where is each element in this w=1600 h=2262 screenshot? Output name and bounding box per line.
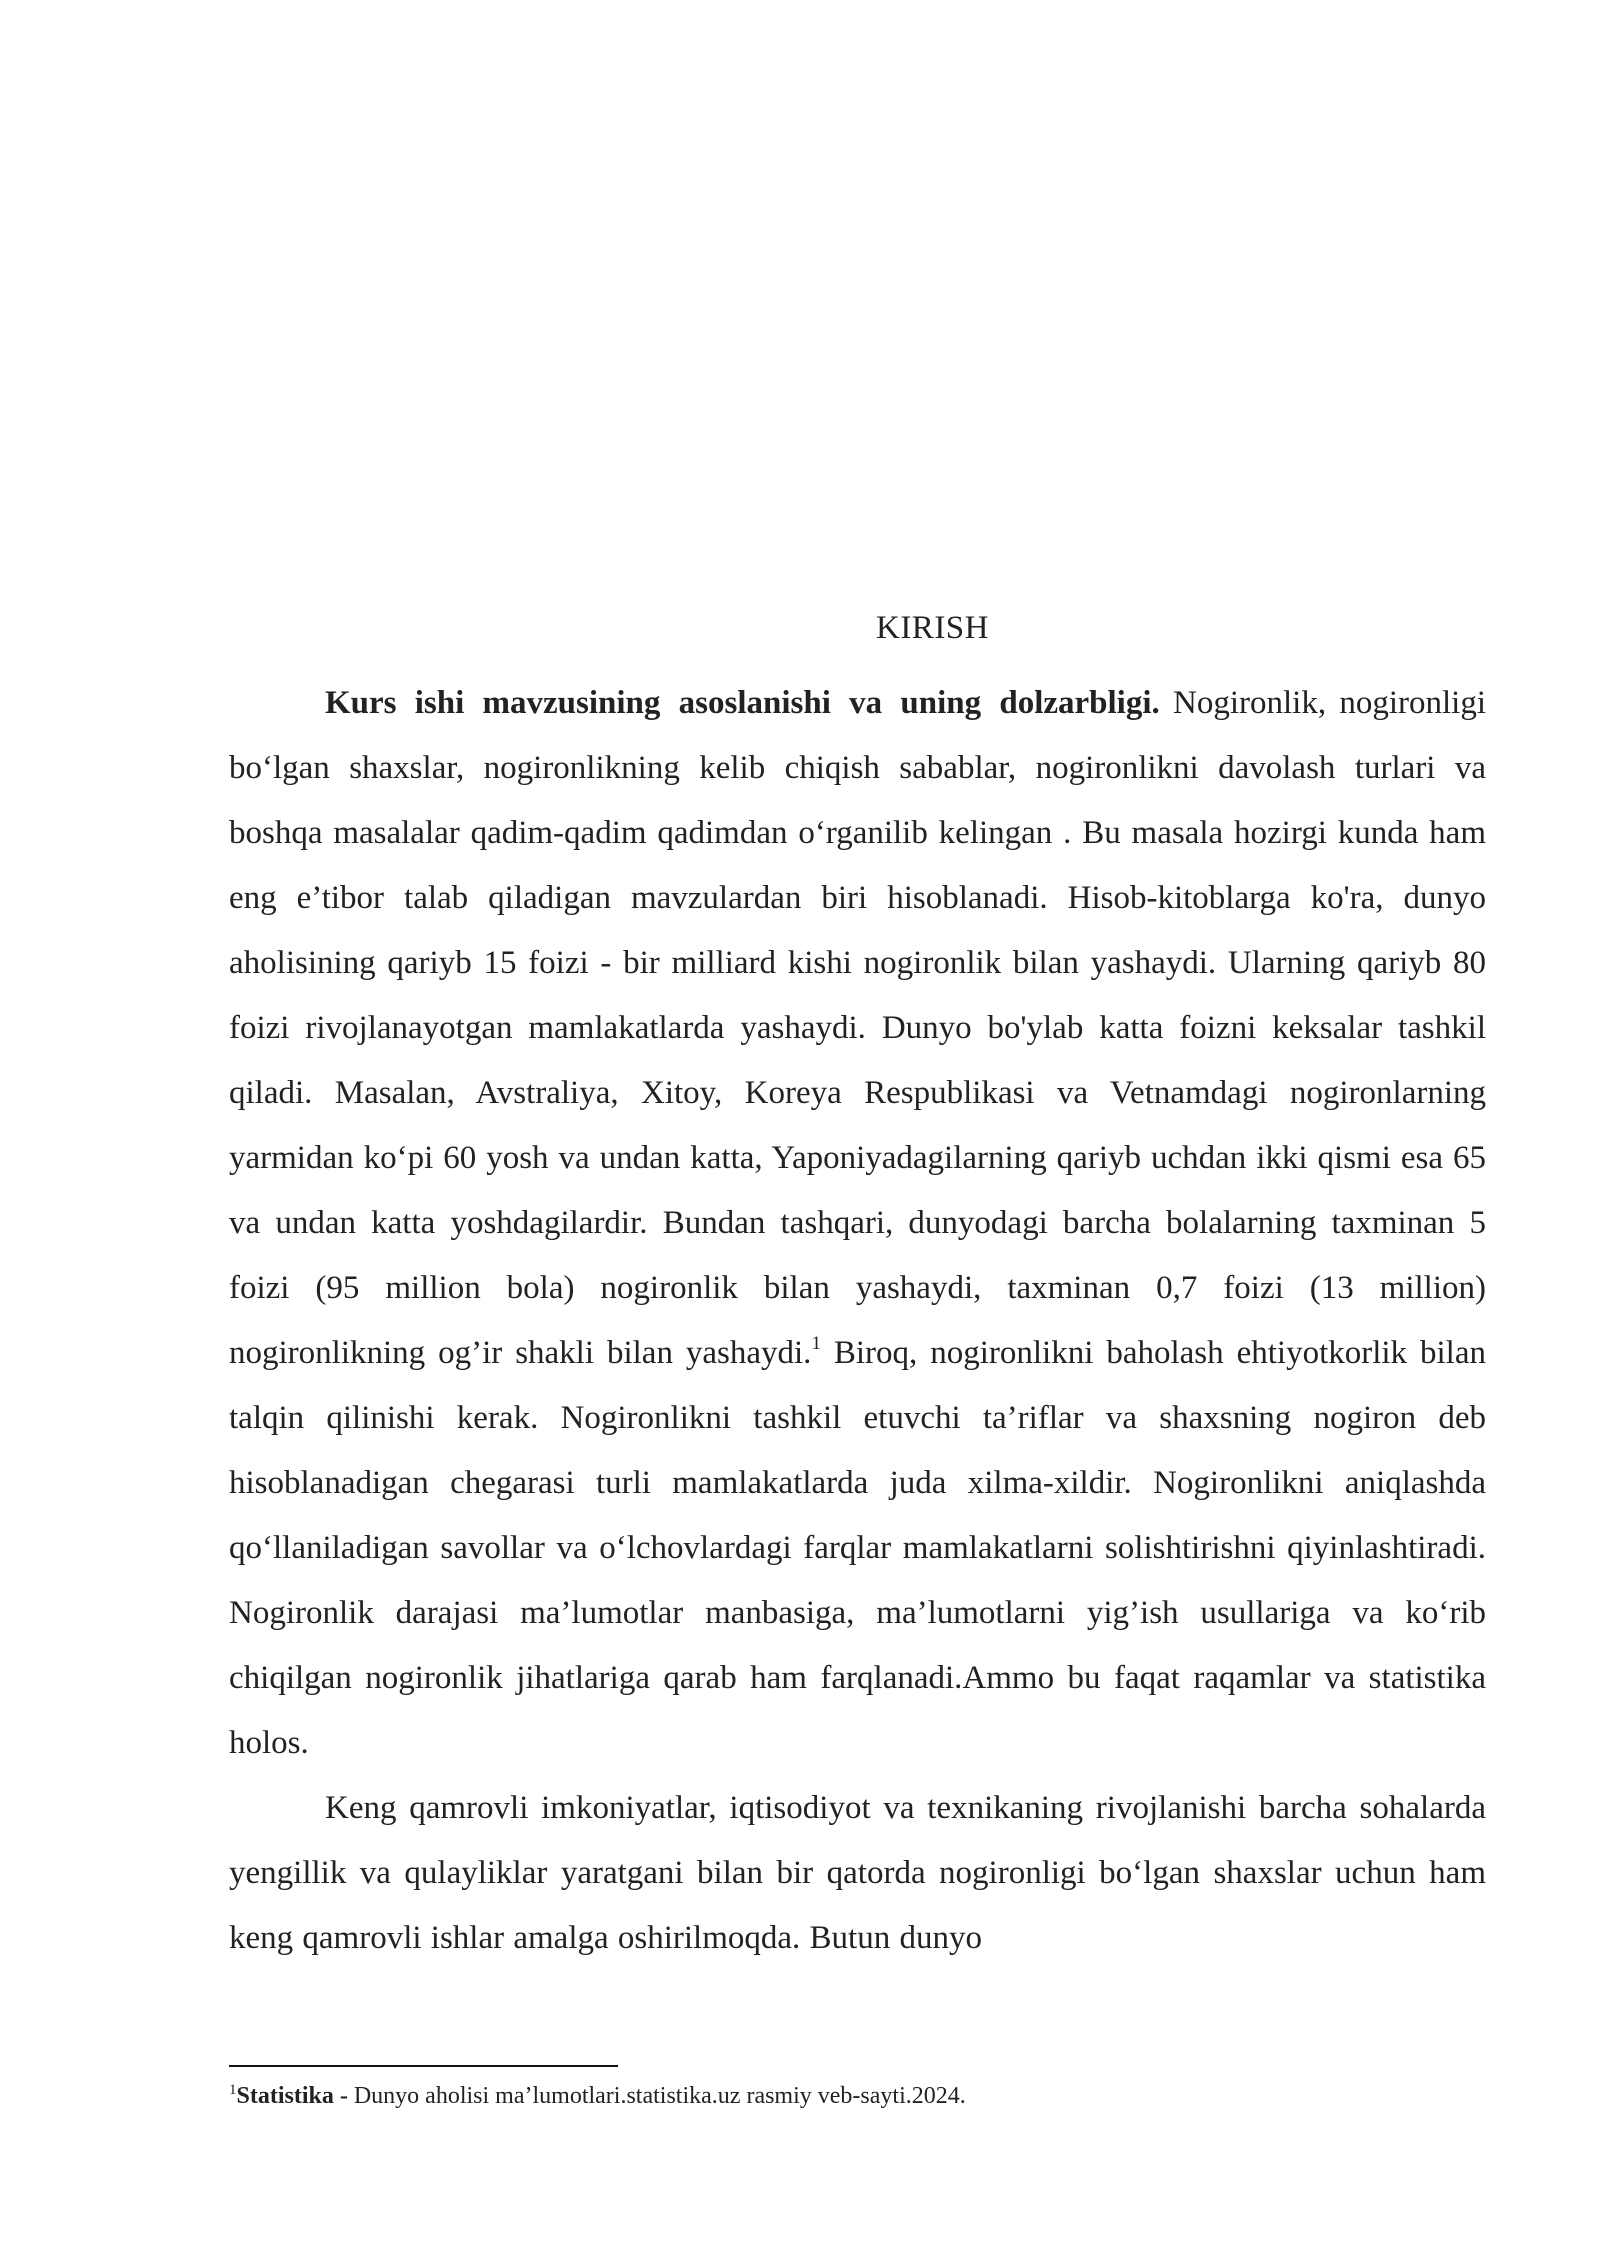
footnote-title: Statistika - xyxy=(236,2083,348,2109)
page-body xyxy=(229,606,1486,1971)
footnote-text: Dunyo aholisi ma’lumotlari.statistika.uz rasmiy veb-sayti.2024. xyxy=(347,2083,966,2109)
paragraph-text: Biroq, nogironlikni baholash ehtiyotkorlik bilan talqin qilinishi kerak. Nogironlikni tashkil etuvchi ta’riflar va shaxsning nogiron deb hisoblanadigan chegarasi turli mamlakatlarda juda xilma-xildir. Nogironlikni aniqlashda qo‘llaniladigan savollar va o‘lchovlardagi farqlar mamlakatlarni solishtirishni qiyinlashtiradi. Nogironlik darajasi ma’lumotlar manbasiga, ma’lumotlarni yig’ish usullariga va ko‘rib chiqilgan nogironlik jihatlariga qarab ham farqlanadi.Ammo bu faqat raqamlar va statistika holos. xyxy=(229,1335,1486,1761)
section-heading: KIRISH xyxy=(875,610,989,646)
footnote-divider xyxy=(229,2065,618,2067)
footnote-number: 1 xyxy=(229,2082,237,2098)
footnote-reference[interactable]: 1 xyxy=(811,1333,821,1354)
footnote xyxy=(229,2080,1486,2112)
lead-phrase: Kurs ishi mavzusining asoslanishi va uning dolzarbligi. xyxy=(325,685,1160,721)
paragraph-text: Nogironlik, nogironligi bo‘lgan shaxslar, nogironlikning kelib chiqish sabablar, nogironlikni davolash turlari va boshqa masalalar qadim-qadim qadimdan o‘rganilib kelingan . Bu masala hozirgi kunda ham eng e’tibor talab qiladigan mavzulardan biri hisoblanadi. Hisob-kitoblarga ko'ra, dunyo aholisining qariyb 15 foizi - bir milliard kishi nogironlik bilan yashaydi. Ularning qariyb 80 foizi rivojlanayotgan mamlakatlarda yashaydi. Dunyo bo'ylab katta foizni keksalar tashkil qiladi. Masalan, Avstraliya, Xitoy, Koreya Respublikasi va Vetnamdagi nogironlarning yarmidan ko‘pi 60 yosh va undan katta, Yaponiyadagilarning qariyb uchdan ikki qismi esa 65 va undan katta yoshdagilardir. Bundan tashqari, dunyodagi barcha bolalarning taxminan 5 foizi (95 million bola) nogironlik bilan yashaydi, taxminan 0,7 foizi (13 million) nogironlikning og’ir shakli bilan yashaydi. xyxy=(229,685,1486,1371)
intro-paragraph xyxy=(229,671,1486,1776)
second-paragraph: Keng qamrovli imkoniyatlar, iqtisodiyot va texnikaning rivojlanishi barcha sohalarda yengillik va qulayliklar yaratgani bilan bir qatorda nogironligi bo‘lgan shaxslar uchun ham keng qamrovli ishlar amalga oshirilmoqda. Butun dunyo xyxy=(229,1790,1486,1956)
